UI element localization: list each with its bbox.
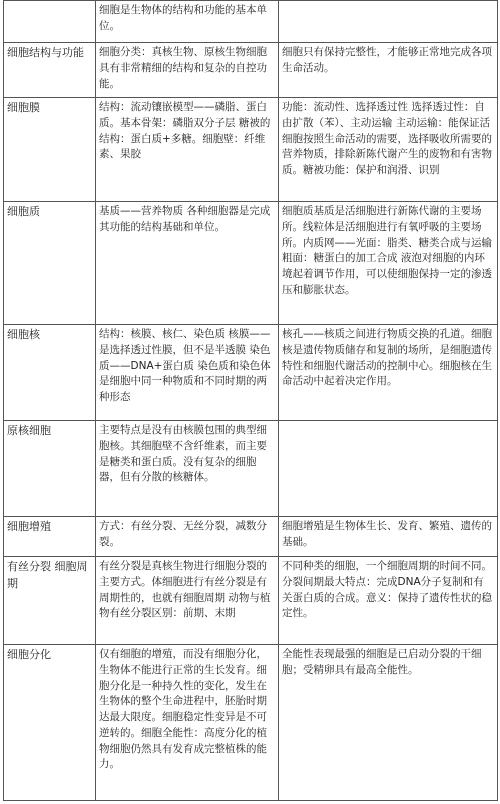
- topic-cell: 有丝分裂 细胞周期: [4, 557, 96, 645]
- topic-cell: 细胞结构与功能: [4, 43, 96, 98]
- table-row: [4, 43, 498, 98]
- notes-table: [3, 0, 498, 801]
- function-cell: 核孔——核质之间进行物质交换的孔道。细胞核是遗传物质储存和复制的场所，是细胞遗传特性和细胞代谢活动的控制中心。细胞核在生命活动中起着决定作用。: [279, 325, 498, 421]
- function-cell: 细胞质基质是活细胞进行新陈代谢的主要场所。线粒体是活细胞进行有氧呼吸的主要场所。内质网——光面：脂类、糖类合成与运输 粗面：糖蛋白的加工合成 液泡对细胞的内环境起着调节作用，可以使细胞保持一定的渗透压和膨胀状态。: [279, 202, 498, 325]
- structure-cell: 细胞分类：真核生物、原核生物细胞具有非常精细的结构和复杂的自控功能。: [96, 43, 279, 98]
- structure-cell: 有丝分裂是真核生物进行细胞分裂的主要方式。体细胞进行有丝分裂是有周期性的，也就有细胞周期 动物与植物有丝分裂区别：前期、末期: [96, 557, 279, 645]
- function-cell: 功能：流动性、选择透过性 选择透过性：自由扩散（苯）、主动运输 主动运输：能保证活细胞按照生命活动的需要，选择吸收所需要的营养物质，排除新陈代谢产生的废物和有害物质。糖被功能：保护和润滑、识别: [279, 98, 498, 202]
- structure-cell: 仅有细胞的增殖，而没有细胞分化，生物体不能进行正常的生长发育。细胞分化是一种持久性的变化，发生在生物体的整个生命进程中，胚胎时期达最大限度。细胞稳定性变异是不可逆转的。细胞全能性：高度分化的植物细胞仍然具有发育成完整植株的能力。: [96, 645, 279, 801]
- table-row: [4, 421, 498, 517]
- table-row: [4, 1, 498, 43]
- table-row: [4, 325, 498, 421]
- structure-cell: 细胞是生物体的结构和功能的基本单位。: [96, 1, 279, 43]
- topic-cell: 细胞膜: [4, 98, 96, 202]
- structure-cell: 方式：有丝分裂、无丝分裂，减数分裂。: [96, 517, 279, 557]
- function-cell: 不同种类的细胞，一个细胞周期的时间不同。分裂间期最大特点：完成DNA分子复制和有关蛋白质的合成。意义：保持了遗传性状的稳定性。: [279, 557, 498, 645]
- table-row: [4, 98, 498, 202]
- topic-cell: 原核细胞: [4, 421, 96, 517]
- table-row: [4, 517, 498, 557]
- function-cell: [279, 421, 498, 517]
- function-cell: 细胞只有保持完整性，才能够正常地完成各项生命活动。: [279, 43, 498, 98]
- function-cell: 细胞增殖是生物体生长、发育、繁殖、遗传的基础。: [279, 517, 498, 557]
- topic-cell: 细胞增殖: [4, 517, 96, 557]
- structure-cell: 基质——营养物质 各种细胞器是完成其功能的结构基础和单位。: [96, 202, 279, 325]
- structure-cell: 主要特点是没有由核膜包围的典型细胞核。其细胞壁不含纤维素，而主要是糖类和蛋白质。没有复杂的细胞器，但有分散的核糖体。: [96, 421, 279, 517]
- table-row: [4, 202, 498, 325]
- structure-cell: 结构：流动镶嵌模型——磷脂、蛋白质。基本骨架：磷脂双分子层 糖被的结构：蛋白质+多糖。细胞壁：纤维素、果胶: [96, 98, 279, 202]
- table-row: [4, 557, 498, 645]
- topic-cell: 细胞分化: [4, 645, 96, 801]
- topic-cell: [4, 1, 96, 43]
- table-row: [4, 645, 498, 801]
- function-cell: [279, 1, 498, 43]
- structure-cell: 结构：核膜、核仁、染色质 核膜——是选择透过性膜，但不是半透膜 染色质——DNA+蛋白质 染色质和染色体是细胞中同一种物质和不同时期的两种形态: [96, 325, 279, 421]
- topic-cell: 细胞核: [4, 325, 96, 421]
- topic-cell: 细胞质: [4, 202, 96, 325]
- function-cell: 全能性表现最强的细胞是已启动分裂的干细胞；受精卵具有最高全能性。: [279, 645, 498, 801]
